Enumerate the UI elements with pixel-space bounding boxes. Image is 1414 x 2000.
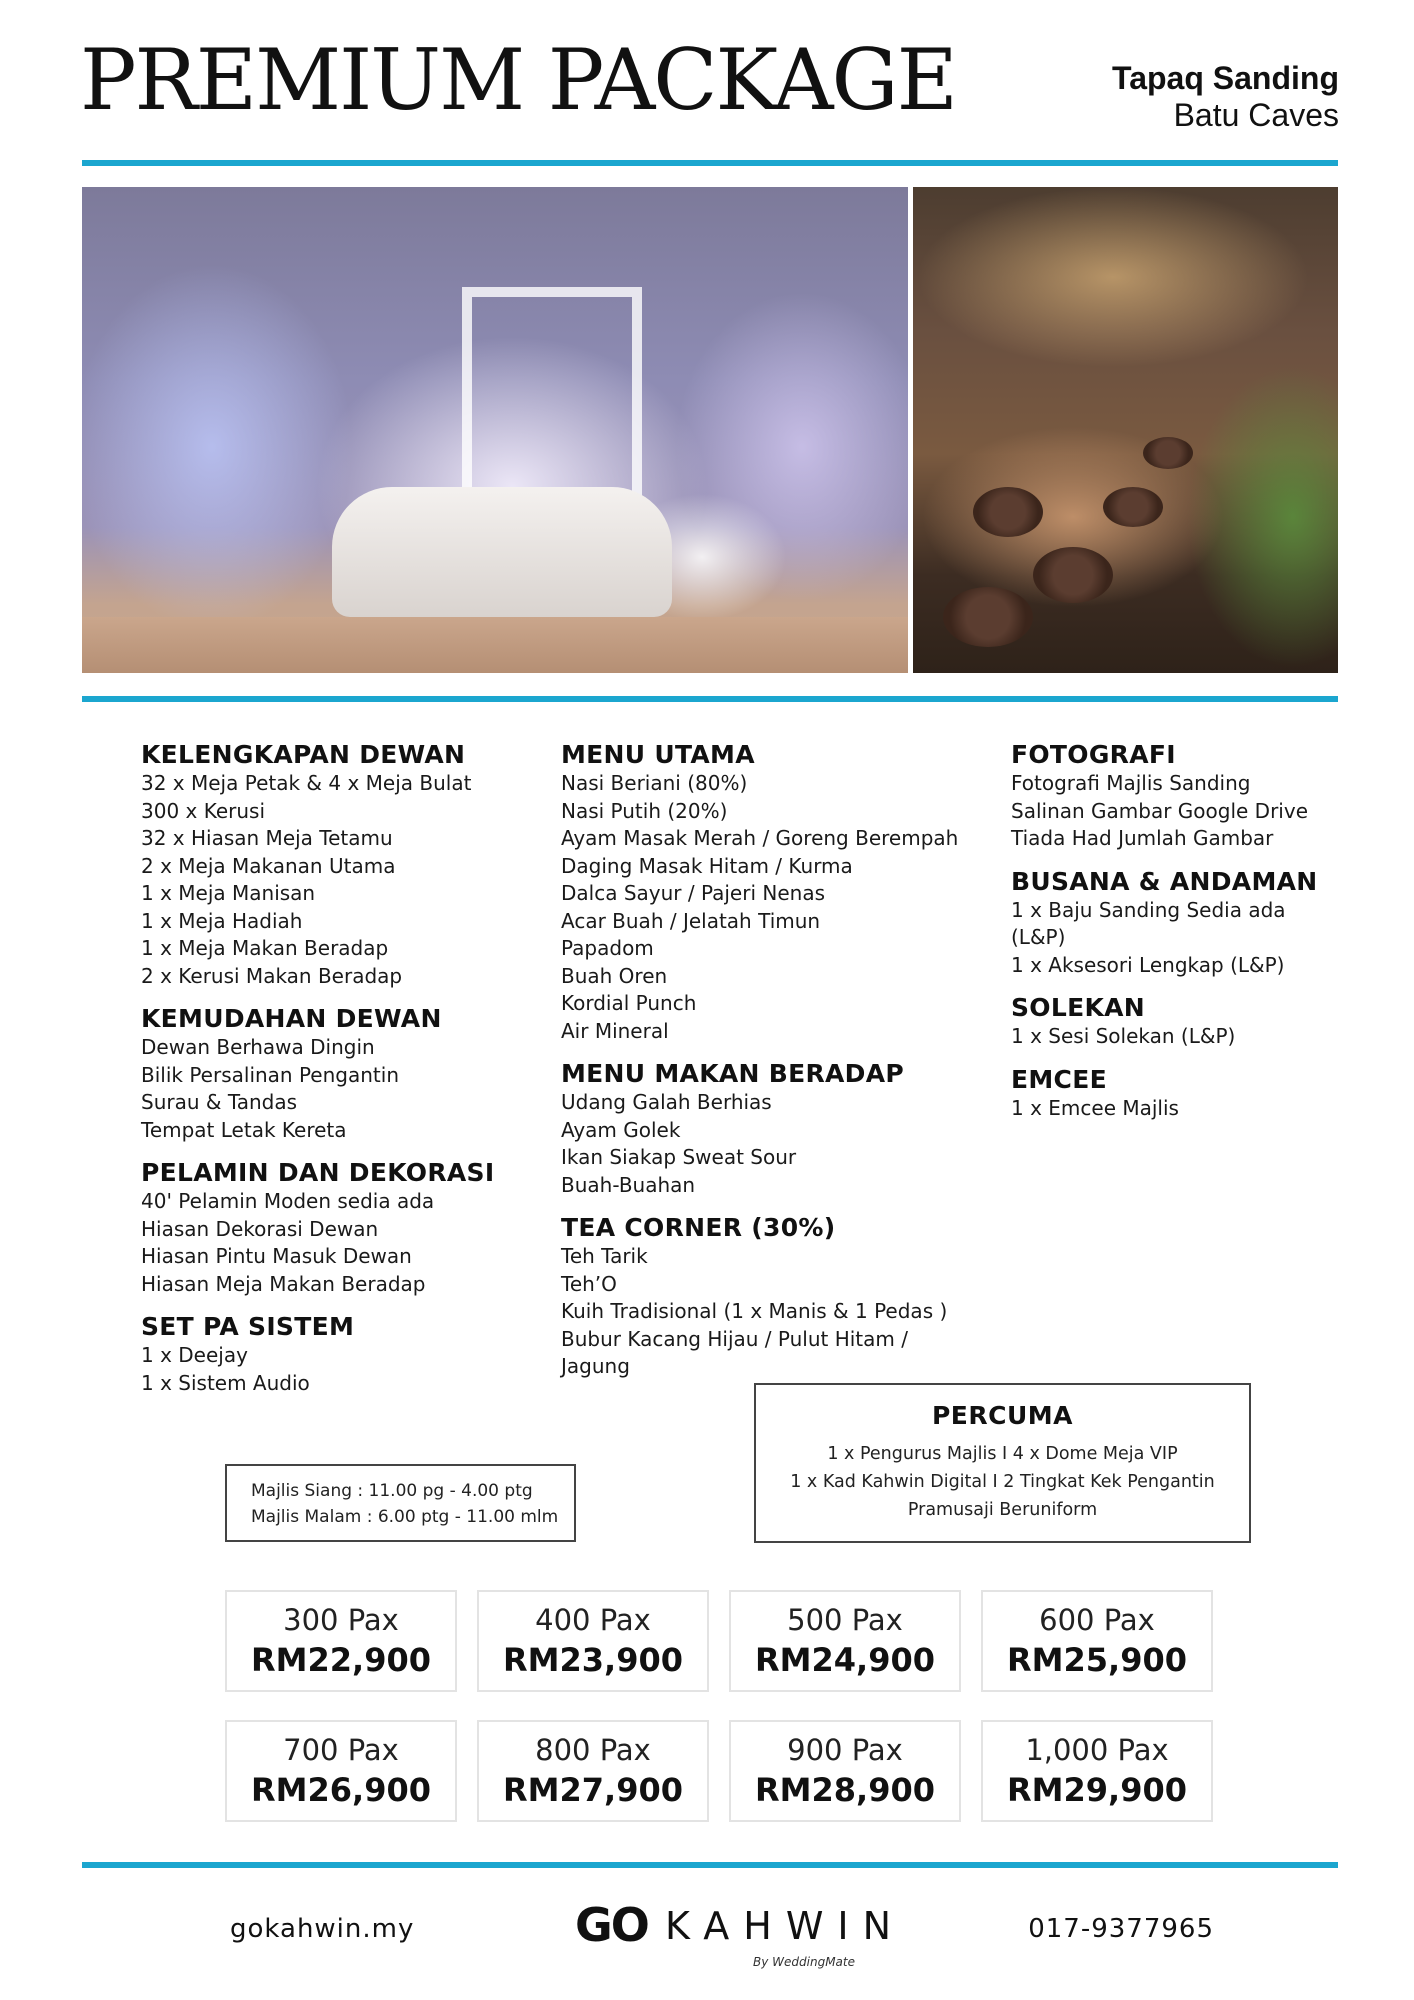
list-item: 1 x Sesi Solekan (L&P) (1011, 1024, 1236, 1048)
list-item: 2 x Meja Makanan Utama (141, 853, 396, 878)
top-divider (82, 160, 1338, 166)
section-heading: BUSANA & ANDAMAN (1011, 866, 1318, 896)
list-item: 1 x Sistem Audio (141, 1370, 310, 1395)
price-card (225, 1720, 457, 1822)
list-item: Nasi Putih (20%) (561, 798, 728, 823)
price-amount: RM23,900 (503, 1641, 683, 1679)
plate-shape (943, 587, 1033, 647)
list-item: 2 x Kerusi Makan Beradap (141, 963, 403, 988)
list-item: Tiada Had Jumlah Gambar (1011, 826, 1274, 850)
pelamin-photo (82, 187, 908, 673)
list-item: Hiasan Dekorasi Dewan (141, 1216, 379, 1241)
section-kelengkapan-dewan (141, 740, 541, 990)
section-busana-andaman (1011, 867, 1341, 980)
phone-number[interactable]: 017-9377965 (1028, 1914, 1214, 1944)
price-amount: RM28,900 (755, 1771, 935, 1809)
list-item: Kordial Punch (561, 991, 697, 1015)
list-item: Daging Masak Hitam / Kurma (561, 853, 853, 878)
section-heading: TEA CORNER (30%) (561, 1213, 836, 1242)
page-title: PREMIUM PACKAGE (80, 31, 956, 129)
hours-night: Majlis Malam : 6.00 ptg - 11.00 mlm (251, 1507, 559, 1527)
section-tea-corner (561, 1213, 981, 1381)
website-link[interactable]: gokahwin.my (230, 1914, 415, 1944)
plate-shape (1103, 487, 1163, 527)
logo-kahwin: KAHWIN (665, 1904, 906, 1948)
list-item: 1 x Meja Manisan (141, 881, 316, 905)
column-middle (561, 740, 981, 1395)
list-item: 40' Pelamin Moden sedia ada (141, 1189, 435, 1213)
list-item: 1 x Aksesori Lengkap (L&P) (1011, 952, 1285, 977)
price-pax: 900 Pax (787, 1733, 903, 1767)
hours-day: Majlis Siang : 11.00 pg - 4.00 ptg (251, 1481, 533, 1501)
list-item: Dalca Sayur / Pajeri Nenas (561, 881, 825, 905)
price-card (981, 1720, 1213, 1822)
list-item: Dewan Berhawa Dingin (141, 1035, 375, 1059)
price-pax: 600 Pax (1039, 1603, 1155, 1637)
list-item: 300 x Kerusi (141, 798, 266, 823)
section-menu-makan-beradap (561, 1059, 981, 1199)
percuma-line: 1 x Pengurus Majlis I 4 x Dome Meja VIP (827, 1444, 1178, 1464)
logo-byline: By WeddingMate (753, 1955, 855, 1969)
section-heading: KEMUDAHAN DEWAN (141, 1004, 442, 1033)
list-item: 32 x Hiasan Meja Tetamu (141, 826, 393, 850)
percuma-line: Pramusaji Beruniform (907, 1500, 1098, 1520)
price-card (477, 1720, 709, 1822)
price-card (225, 1590, 457, 1692)
section-pa-sistem (141, 1312, 541, 1397)
list-item: Buah Oren (561, 963, 668, 988)
section-heading: PELAMIN DAN DEKORASI (141, 1158, 495, 1187)
section-fotografi (1011, 740, 1341, 853)
list-item: Teh’O (561, 1271, 617, 1296)
section-heading: EMCEE (1011, 1064, 1107, 1094)
gokahwin-logo (575, 1898, 906, 1978)
price-pax: 400 Pax (535, 1603, 651, 1637)
list-item: Udang Galah Berhias (561, 1090, 772, 1114)
venue-name: Tapaq Sanding (1112, 60, 1339, 96)
section-heading: SET PA SISTEM (141, 1312, 355, 1341)
list-item: Surau & Tandas (141, 1090, 298, 1114)
percuma-line: 1 x Kad Kahwin Digital I 2 Tingkat Kek Pengantin (790, 1472, 1215, 1492)
dining-hall-photo (913, 187, 1338, 673)
event-hours-box (225, 1464, 576, 1542)
section-pelamin-dekorasi (141, 1158, 541, 1298)
list-item: Ayam Masak Merah / Goreng Berempah (561, 826, 959, 850)
section-emcee (1011, 1065, 1341, 1123)
middle-divider (82, 696, 1338, 702)
venue-block (1112, 60, 1339, 134)
price-pax: 1,000 Pax (1025, 1733, 1169, 1767)
price-amount: RM24,900 (755, 1641, 935, 1679)
list-item: Kuih Tradisional (1 x Manis & 1 Pedas ) (561, 1299, 948, 1323)
price-amount: RM29,900 (1007, 1771, 1187, 1809)
list-item: 1 x Emcee Majlis (1011, 1095, 1179, 1120)
list-item: 32 x Meja Petak & 4 x Meja Bulat (141, 771, 472, 795)
price-pax: 800 Pax (535, 1733, 651, 1767)
list-item: Fotografi Majlis Sanding (1011, 771, 1251, 795)
price-amount: RM25,900 (1007, 1641, 1187, 1679)
list-item: Air Mineral (561, 1018, 669, 1043)
plate-shape (973, 487, 1043, 537)
stage-platform (82, 617, 908, 673)
percuma-heading: PERCUMA (931, 1401, 1074, 1430)
list-item: Ayam Golek (561, 1117, 681, 1142)
logo-go: GO (575, 1898, 648, 1952)
price-pax: 500 Pax (787, 1603, 903, 1637)
list-item: Salinan Gambar Google Drive (1011, 798, 1309, 823)
sofa-shape (332, 487, 672, 617)
list-item: 1 x Baju Sanding Sedia ada (L&P) (1011, 897, 1286, 949)
section-heading: KELENGKAPAN DEWAN (141, 740, 466, 769)
list-item: Hiasan Pintu Masuk Dewan (141, 1244, 412, 1268)
venue-location: Batu Caves (1173, 96, 1339, 133)
price-card (981, 1590, 1213, 1692)
list-item: Bilik Persalinan Pengantin (141, 1062, 399, 1087)
section-kemudahan-dewan (141, 1004, 541, 1144)
list-item: Papadom (561, 936, 654, 960)
plate-shape (1033, 547, 1113, 603)
list-item: Tempat Letak Kereta (141, 1117, 347, 1142)
percuma-box (754, 1383, 1251, 1543)
list-item: Ikan Siakap Sweat Sour (561, 1145, 797, 1169)
price-card (729, 1590, 961, 1692)
list-item: Teh Tarik (561, 1244, 648, 1268)
section-menu-utama (561, 740, 981, 1045)
column-left (141, 740, 541, 1411)
price-amount: RM22,900 (251, 1641, 431, 1679)
plate-shape (1143, 437, 1193, 469)
list-item: Hiasan Meja Makan Beradap (141, 1271, 426, 1296)
arch-decoration (462, 287, 642, 507)
list-item: 1 x Meja Hadiah (141, 908, 303, 933)
list-item: Buah-Buahan (561, 1172, 696, 1197)
price-amount: RM27,900 (503, 1771, 683, 1809)
list-item: Bubur Kacang Hijau / Pulut Hitam / Jagung (561, 1326, 908, 1378)
section-heading: MENU UTAMA (561, 740, 755, 769)
footer-divider (82, 1862, 1338, 1868)
section-solekan (1011, 993, 1341, 1051)
section-heading: FOTOGRAFI (1011, 740, 1176, 769)
price-pax: 700 Pax (283, 1733, 399, 1767)
section-heading: SOLEKAN (1011, 993, 1146, 1022)
list-item: Acar Buah / Jelatah Timun (561, 908, 821, 933)
list-item: Nasi Beriani (80%) (561, 771, 748, 795)
price-card (477, 1590, 709, 1692)
column-right (1011, 740, 1341, 1136)
list-item: 1 x Meja Makan Beradap (141, 936, 389, 960)
price-amount: RM26,900 (251, 1771, 431, 1809)
price-pax: 300 Pax (283, 1603, 399, 1637)
price-card (729, 1720, 961, 1822)
section-heading: MENU MAKAN BERADAP (561, 1059, 905, 1088)
list-item: 1 x Deejay (141, 1343, 248, 1367)
